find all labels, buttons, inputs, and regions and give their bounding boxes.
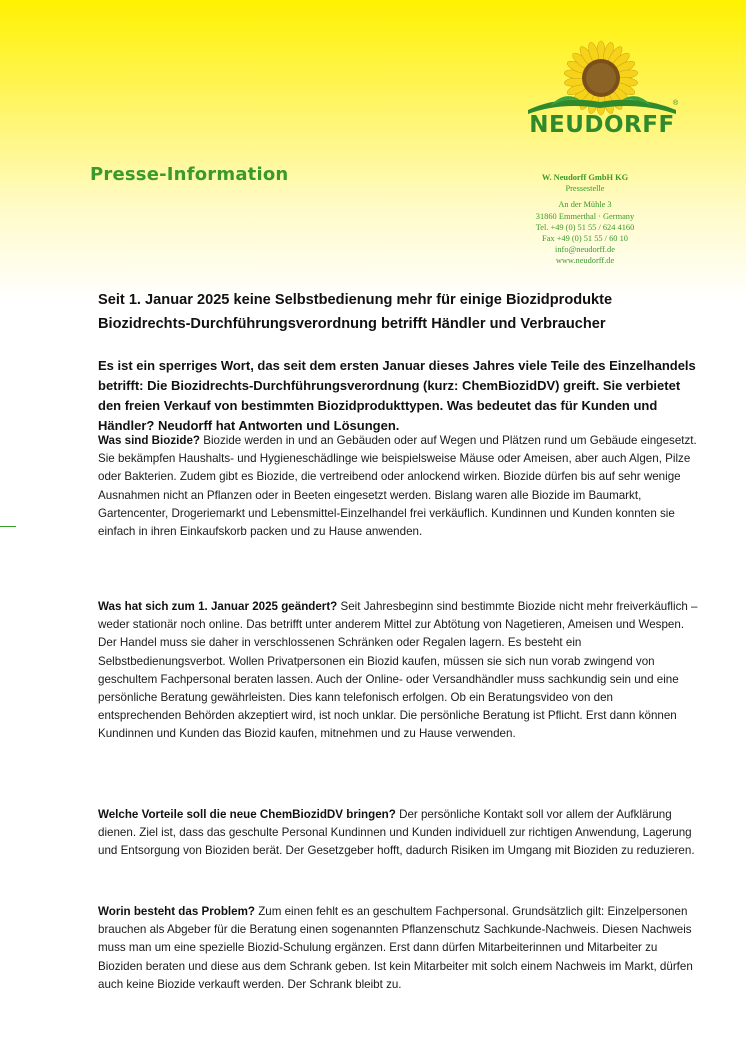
section-body: Biozide werden in und an Gebäuden oder auf Wegen und Plätzen rund um Gebäude eingesetzt. Sie bekämpfen Haushalts- und Hygieneschädlinge wie beispielsweise Mäuse oder Ameisen, aber auch Algen, Pilze oder Bakterien. Zudem gibt es Biozide, die vertreibend oder anlockend wirken. Biozide dürfen bis auf sehr wenige Ausnahmen nicht an Pflanzen oder in Beeten eingesetzt werden. Bislang waren alle Biozide im Baumarkt, Gartencenter, Drogeriemarkt und Lebensmittel-Einzelhandel frei verkäuflich. Kundinnen und Kunden konnten sie einfach in ihren Einkaufskorb packen und zu Hause anwenden. — [98, 434, 697, 539]
section-advantages — [98, 806, 698, 861]
article-title: Seit 1. Januar 2025 keine Selbstbedienung mehr für einige Biozidprodukte — [98, 292, 613, 308]
contact-city: 31860 Emmerthal · Germany — [535, 211, 635, 221]
contact-department: Pressestelle — [565, 184, 605, 194]
section-body: Zum einen fehlt es an geschultem Fachpersonal. Grundsätzlich gilt: Einzelpersonen brauchen als Abgeber für die Beratung einen sogenannten Pflanzenschutz Sachkunde-Nachweis. Diesen Nachweis muss man um eine spezielle Biozid-Schulung ergänzen. Erst dann dürfen Mitarbeiterinnen und Mitarbeiter zu Bioziden beraten und diese aus dem Schrank geben. Ist kein Mitarbeiter mit solch einem Nachweis im Markt, dürfen auch keine Biozide verkauft werden. Der Schrank bleibt zu. — [98, 905, 693, 991]
sunflower-center-inner — [586, 63, 616, 93]
section-problem — [98, 903, 698, 994]
section-heading: Was sind Biozide? — [98, 434, 200, 447]
section-what-changed — [98, 598, 698, 744]
brand-wordmark: NEUDORFF — [529, 112, 675, 138]
contact-website[interactable]: www.neudorff.de — [555, 256, 615, 266]
article-headline — [98, 288, 698, 336]
contact-company: W. Neudorff GmbH KG — [541, 173, 629, 182]
contact-fax: Fax +49 (0) 51 55 / 60 10 — [542, 234, 628, 244]
section-heading: Welche Vorteile soll die neue ChemBiozidDV bringen? — [98, 808, 396, 821]
article-subtitle: Biozidrechts-Durchführungsverordnung betrifft Händler und Verbraucher — [98, 316, 606, 332]
section-body: Der persönliche Kontakt soll vor allem der Aufklärung dienen. Ziel ist, dass das geschulte Personal Kundinnen und Kunden individuell zur richtigen Anwendung, Lagerung und Entsorgung von Bioziden berät. Der Gesetzgeber hofft, dadurch Risiken im Umgang mit Bioziden zu reduzieren. — [98, 808, 695, 858]
section-what-are-biocides — [98, 432, 698, 541]
contact-block — [515, 172, 655, 267]
contact-email[interactable]: info@neudorff.de — [555, 245, 615, 255]
section-heading: Worin besteht das Problem? — [98, 905, 255, 918]
article-lead: Es ist ein sperriges Wort, das seit dem ersten Januar dieses Jahres viele Teile des Einzelhandels betrifft: Die Biozidrechts-Durchführungsverordnung (kurz: ChemBiozidDV) greift. Sie verbietet den freien Verkauf von bestimmten Biozidprodukttypen. Was bedeutet das für Kunden und Händler? Neudorff hat Antworten und Lösungen. — [98, 358, 696, 433]
section-body: Seit Jahresbeginn sind bestimmte Biozide nicht mehr freiverkäuflich – weder stationär noch online. Das betrifft unter anderem Mittel zur Abtötung von Nagetieren, Ameisen und Wespen. Der Handel muss sie daher in verschlossenen Schränken oder Regalen lagern. Es besteht ein Selbstbedienungsverbot. Wollen Privatpersonen ein Biozid kaufen, müssen sie sich nun vorab zwingend von geschultem Fachpersonal beraten lassen. Auch der Online- oder Versandhändler muss sachkundig sein und eine persönliche Beratung gewährleisten. Dies kann telefonisch erfolgen. Ob ein Beratungsvideo von den entsprechenden Behörden akzeptiert wird, ist noch unklar. Die persönliche Beratung ist Pflicht. Erst dann können Kundinnen und Kunden das Biozid kaufen, mitnehmen und zu Hause verwenden. — [98, 600, 698, 741]
contact-tel: Tel. +49 (0) 51 55 / 624 4160 — [535, 222, 635, 232]
press-information-label: Presse-Information — [90, 164, 289, 185]
registered-mark: ® — [673, 100, 679, 107]
contact-street: An der Mühle 3 — [558, 200, 612, 210]
section-heading: Was hat sich zum 1. Januar 2025 geändert? — [98, 600, 338, 613]
fold-mark — [0, 526, 16, 527]
